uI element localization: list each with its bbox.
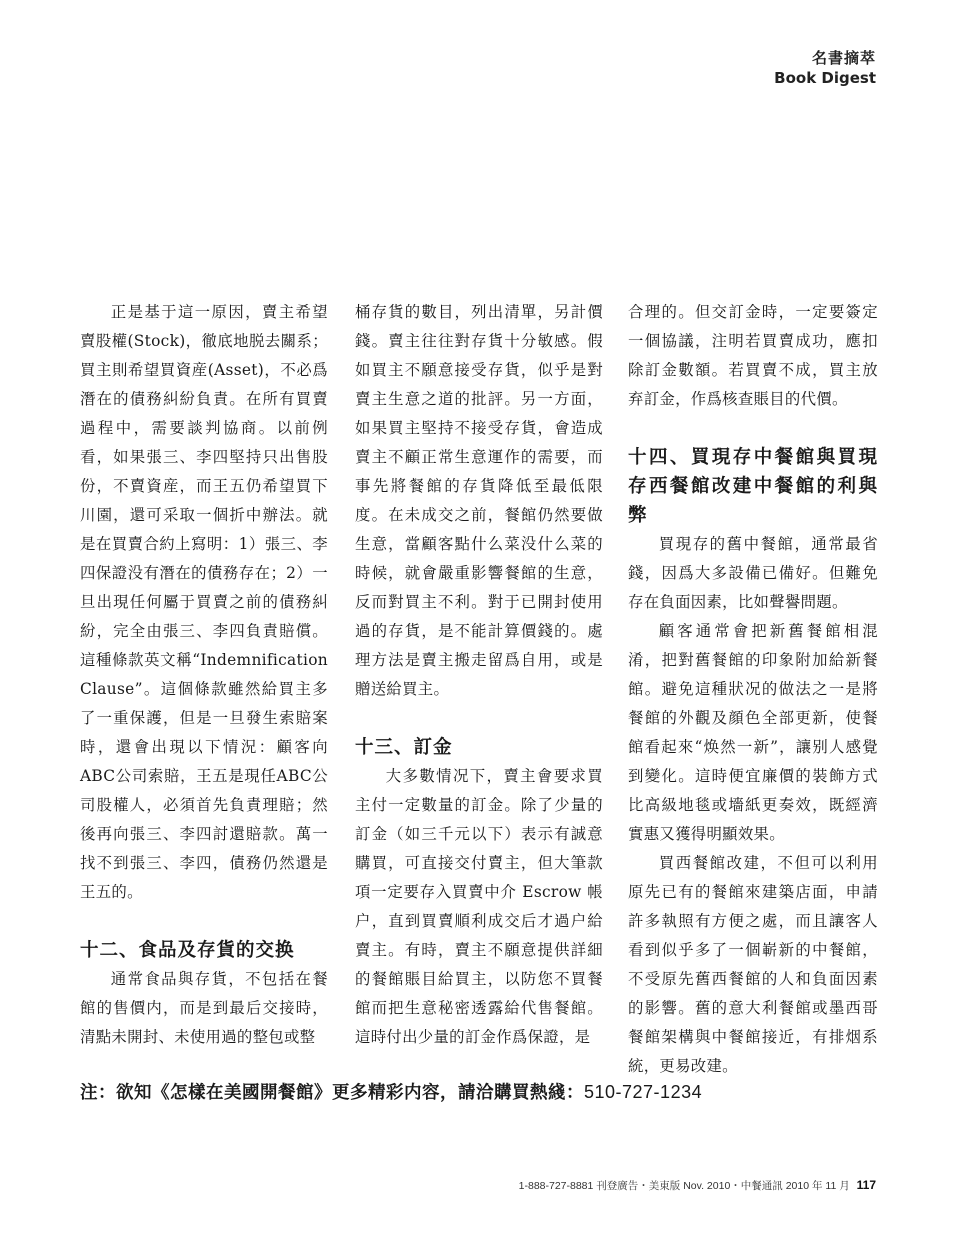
section-heading-13: 十三、訂金 [355,737,453,758]
section-heading-14: 十四、買現存中餐館與買現存西餐館改建中餐館的利與弊 [628,447,878,526]
paragraph: 正是基于這一原因，賣主希望賣股權(Stock)，徹底地脱去關系；買主則希望買資産(Asset)，不必爲潛在的債務糾紛負責。在所有買賣過程中，需要談判協商。以前例看，如果張三、李四堅持只出售股份，不賣資産，而王五仍希望買下川園，還可采取一個折中辦法。就是在買賣合約上寫明：1）張三、李四保證没有潛在的債務存在；2）一旦出現任何屬于買賣之前的債務糾紛，完全由張三、李四負責賠償。這種條款英文稱“Indemnification Clause”。這個條款雖然給買主多了一重保護，但是一旦發生索賠案時，還會出現以下情況：顧客向ABC公司索賠，王五是現任ABC公司股權人，必須首先負責理賠；然後再向張三、李四討還賠款。萬一找不到張三、李四，債務仍然還是王五的。 [80,303,328,901]
purchase-note [80,1078,702,1107]
paragraph: 大多數情况下，賣主會要求買主付一定數量的訂金。除了少量的訂金（如三千元以下）表示有誠意購買，可直接交付賣主，但大筆款項一定要存入買賣中介 Escrow 帳户，直到買賣順利成交后才過户給賣主。有時，賣主不願意提供詳細的餐館賬目給買主，以防您不買餐館而把生意秘密透露給代售餐館。這時付出少量的訂金作爲保證，是 [355,767,603,1046]
section-title-en: Book Digest [774,69,876,87]
text-column-1 [80,298,328,1052]
page-footer [519,1178,876,1193]
paragraph: 合理的。但交訂金時，一定要簽定一個協議，注明若買賣成功，應扣除訂金數額。若買賣不成，買主放弃訂金，作爲核查賬目的代價。 [628,303,878,408]
text-column-2 [355,298,603,1052]
paragraph: 桶存貨的數目，列出清單，另計價錢。賣主往往對存貨十分敏感。假如買主不願意接受存貨，似乎是對賣主生意之道的批評。另一方面，如果買主堅持不接受存貨，會造成賣主不顧正常生意運作的需要，而事先將餐館的存貨降低至最低限度。在未成交之前，餐館仍然要做生意，當顧客點什么菜没什么菜的時候，就會嚴重影響餐館的生意，反而對買主不利。對于已開封使用過的存貨，是不能計算價錢的。處理方法是賣主搬走留爲自用，或是贈送給買主。 [355,303,603,698]
note-text: 注：欲知《怎樣在美國開餐館》更多精彩内容，請洽購買熱綫： [80,1083,584,1103]
text-column-3 [628,298,878,1081]
paragraph: 顧客通常會把新舊餐館相混淆，把對舊餐館的印象附加給新餐館。避免這種狀况的做法之一是將餐館的外觀及顔色全部更新，使餐館看起來“焕然一新”，讓别人感覺到變化。這時便宜廉價的裝飾方式比高級地毯或墻紙更奏效，既經濟實惠又獲得明顯效果。 [628,622,878,843]
running-header [774,48,876,88]
section-title-zh: 名書摘萃 [811,49,876,67]
footer-text: 1-888-727-8881 刊登廣告・美東版 Nov. 2010・中餐通訊 2010 年 11 月 [518,1180,850,1192]
paragraph: 通常食品與存貨，不包括在餐館的售價内，而是到最后交接時，清點未開封、未使用過的整包或整 [80,970,328,1046]
section-heading-12: 十二、食品及存貨的交换 [80,940,295,961]
paragraph: 買現存的舊中餐館，通常最省錢，因爲大多設備已備好。但難免存在負面因素，比如聲譽問題。 [628,535,878,611]
hotline-number: 510-727-1234 [584,1082,703,1102]
page-number: 117 [856,1178,876,1192]
paragraph: 買西餐館改建，不但可以利用原先已有的餐館來建築店面，申請許多執照有方便之處，而且讓客人看到似乎多了一個嶄新的中餐館，不受原先舊西餐館的人和負面因素的影響。舊的意大利餐館或墨西哥餐館架構與中餐館接近，有排烟系統，更易改建。 [628,854,878,1075]
